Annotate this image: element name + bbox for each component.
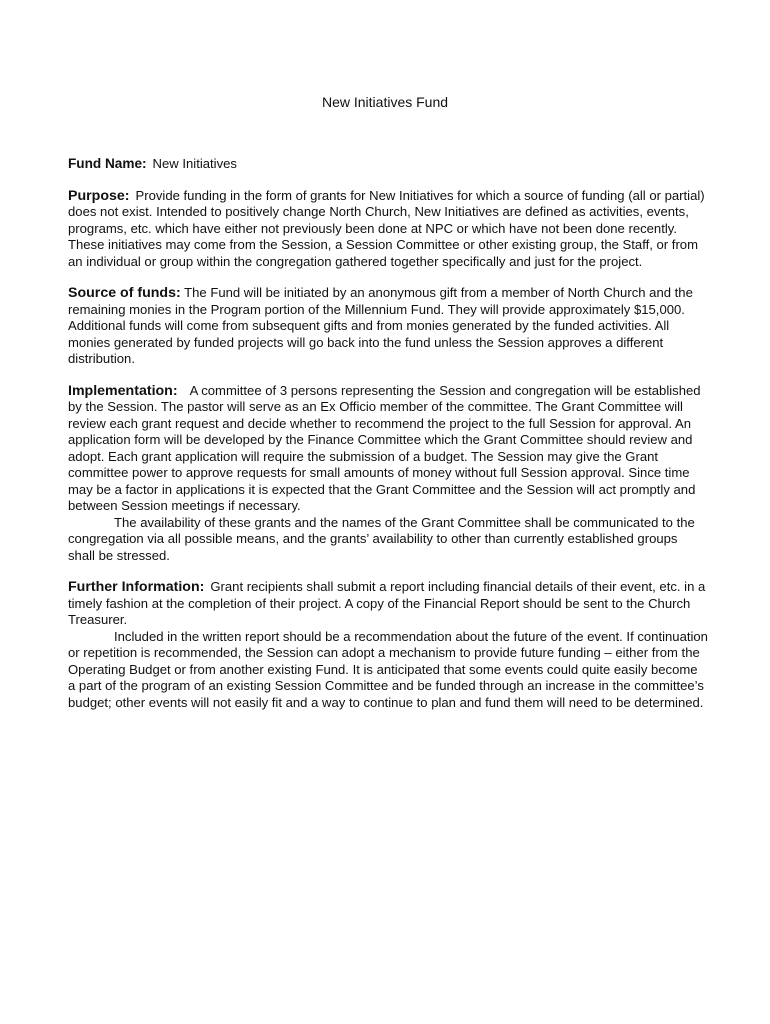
further-information-section <box>68 579 708 711</box>
implementation-section <box>68 383 708 565</box>
implementation-text-continued: The availability of these grants and the names of the Grant Committee shall be communicated to the congregation via all possible means, and the grants’ availability to other than currently established groups shall be stressed. <box>68 514 695 563</box>
source-of-funds-label: Source of funds: <box>68 285 181 301</box>
fund-name-value: New Initiatives <box>152 156 237 171</box>
source-of-funds-section <box>68 285 708 368</box>
document-body <box>68 156 708 726</box>
fund-name-label: Fund Name: <box>68 156 147 171</box>
fund-name-section <box>68 156 708 173</box>
implementation-label: Implementation: <box>68 382 178 399</box>
source-of-funds-text: The Fund will be initiated by an anonymous gift from a member of North Church and the remaining monies in the Program portion of the Millennium Fund. They will provide approximately $15,000. Additional funds will come from subsequent gifts and from monies generated by the funded activities. All monies generated by funded projects will go back into the fund unless the Session approves a different distribution. <box>68 285 693 366</box>
purpose-label: Purpose: <box>68 187 130 204</box>
purpose-text: Provide funding in the form of grants for New Initiatives for which a source of funding (all or partial) does not exist. Intended to positively change North Church, New Initiatives are defined as activities, events, programs, etc. which have either not previously been done at NPC or which have not been done recently. These initiatives may come from the Session, a Session Committee or other existing group, the Staff, or from an individual or group within the congregation gathered together specifically and just for the project. <box>68 187 705 269</box>
implementation-text: A committee of 3 persons representing the Session and congregation will be established by the Session. The pastor will serve as an Ex Officio member of the committee. The Grant Committee will review each grant request and decide whether to recommend the project to the full Session for approval. An application form will be developed by the Finance Committee which the Grant Committee should review and adopt. Each grant application will require the submission of a budget. The Session may give the Grant committee power to approve requests for small amounts of money without full Session approval. Since time may be a factor in applications it is expected that the Grant Committee and the Session will act promptly and between Session meetings if necessary. <box>68 382 701 513</box>
purpose-section <box>68 188 708 271</box>
page-title: New Initiatives Fund <box>321 94 449 110</box>
further-information-text: Grant recipients shall submit a report including financial details of their event, etc. in a timely fashion at the completion of their project. A copy of the Financial Report should be sent to the Church Treasurer. <box>68 579 706 627</box>
further-information-text-continued: Included in the written report should be a recommendation about the future of the event. If continuation or repetition is recommended, the Session can adopt a mechanism to provide future funding – either from the Operating Budget or from another existing Fund. It is anticipated that some events could quite easily become a part of the program of an existing Session Committee and be funded through an increase in the committee’s budget; other events will not easily fit and a way to continue to plan and fund them will need to be determined. <box>68 628 708 710</box>
further-information-label: Further Information: <box>68 579 205 595</box>
